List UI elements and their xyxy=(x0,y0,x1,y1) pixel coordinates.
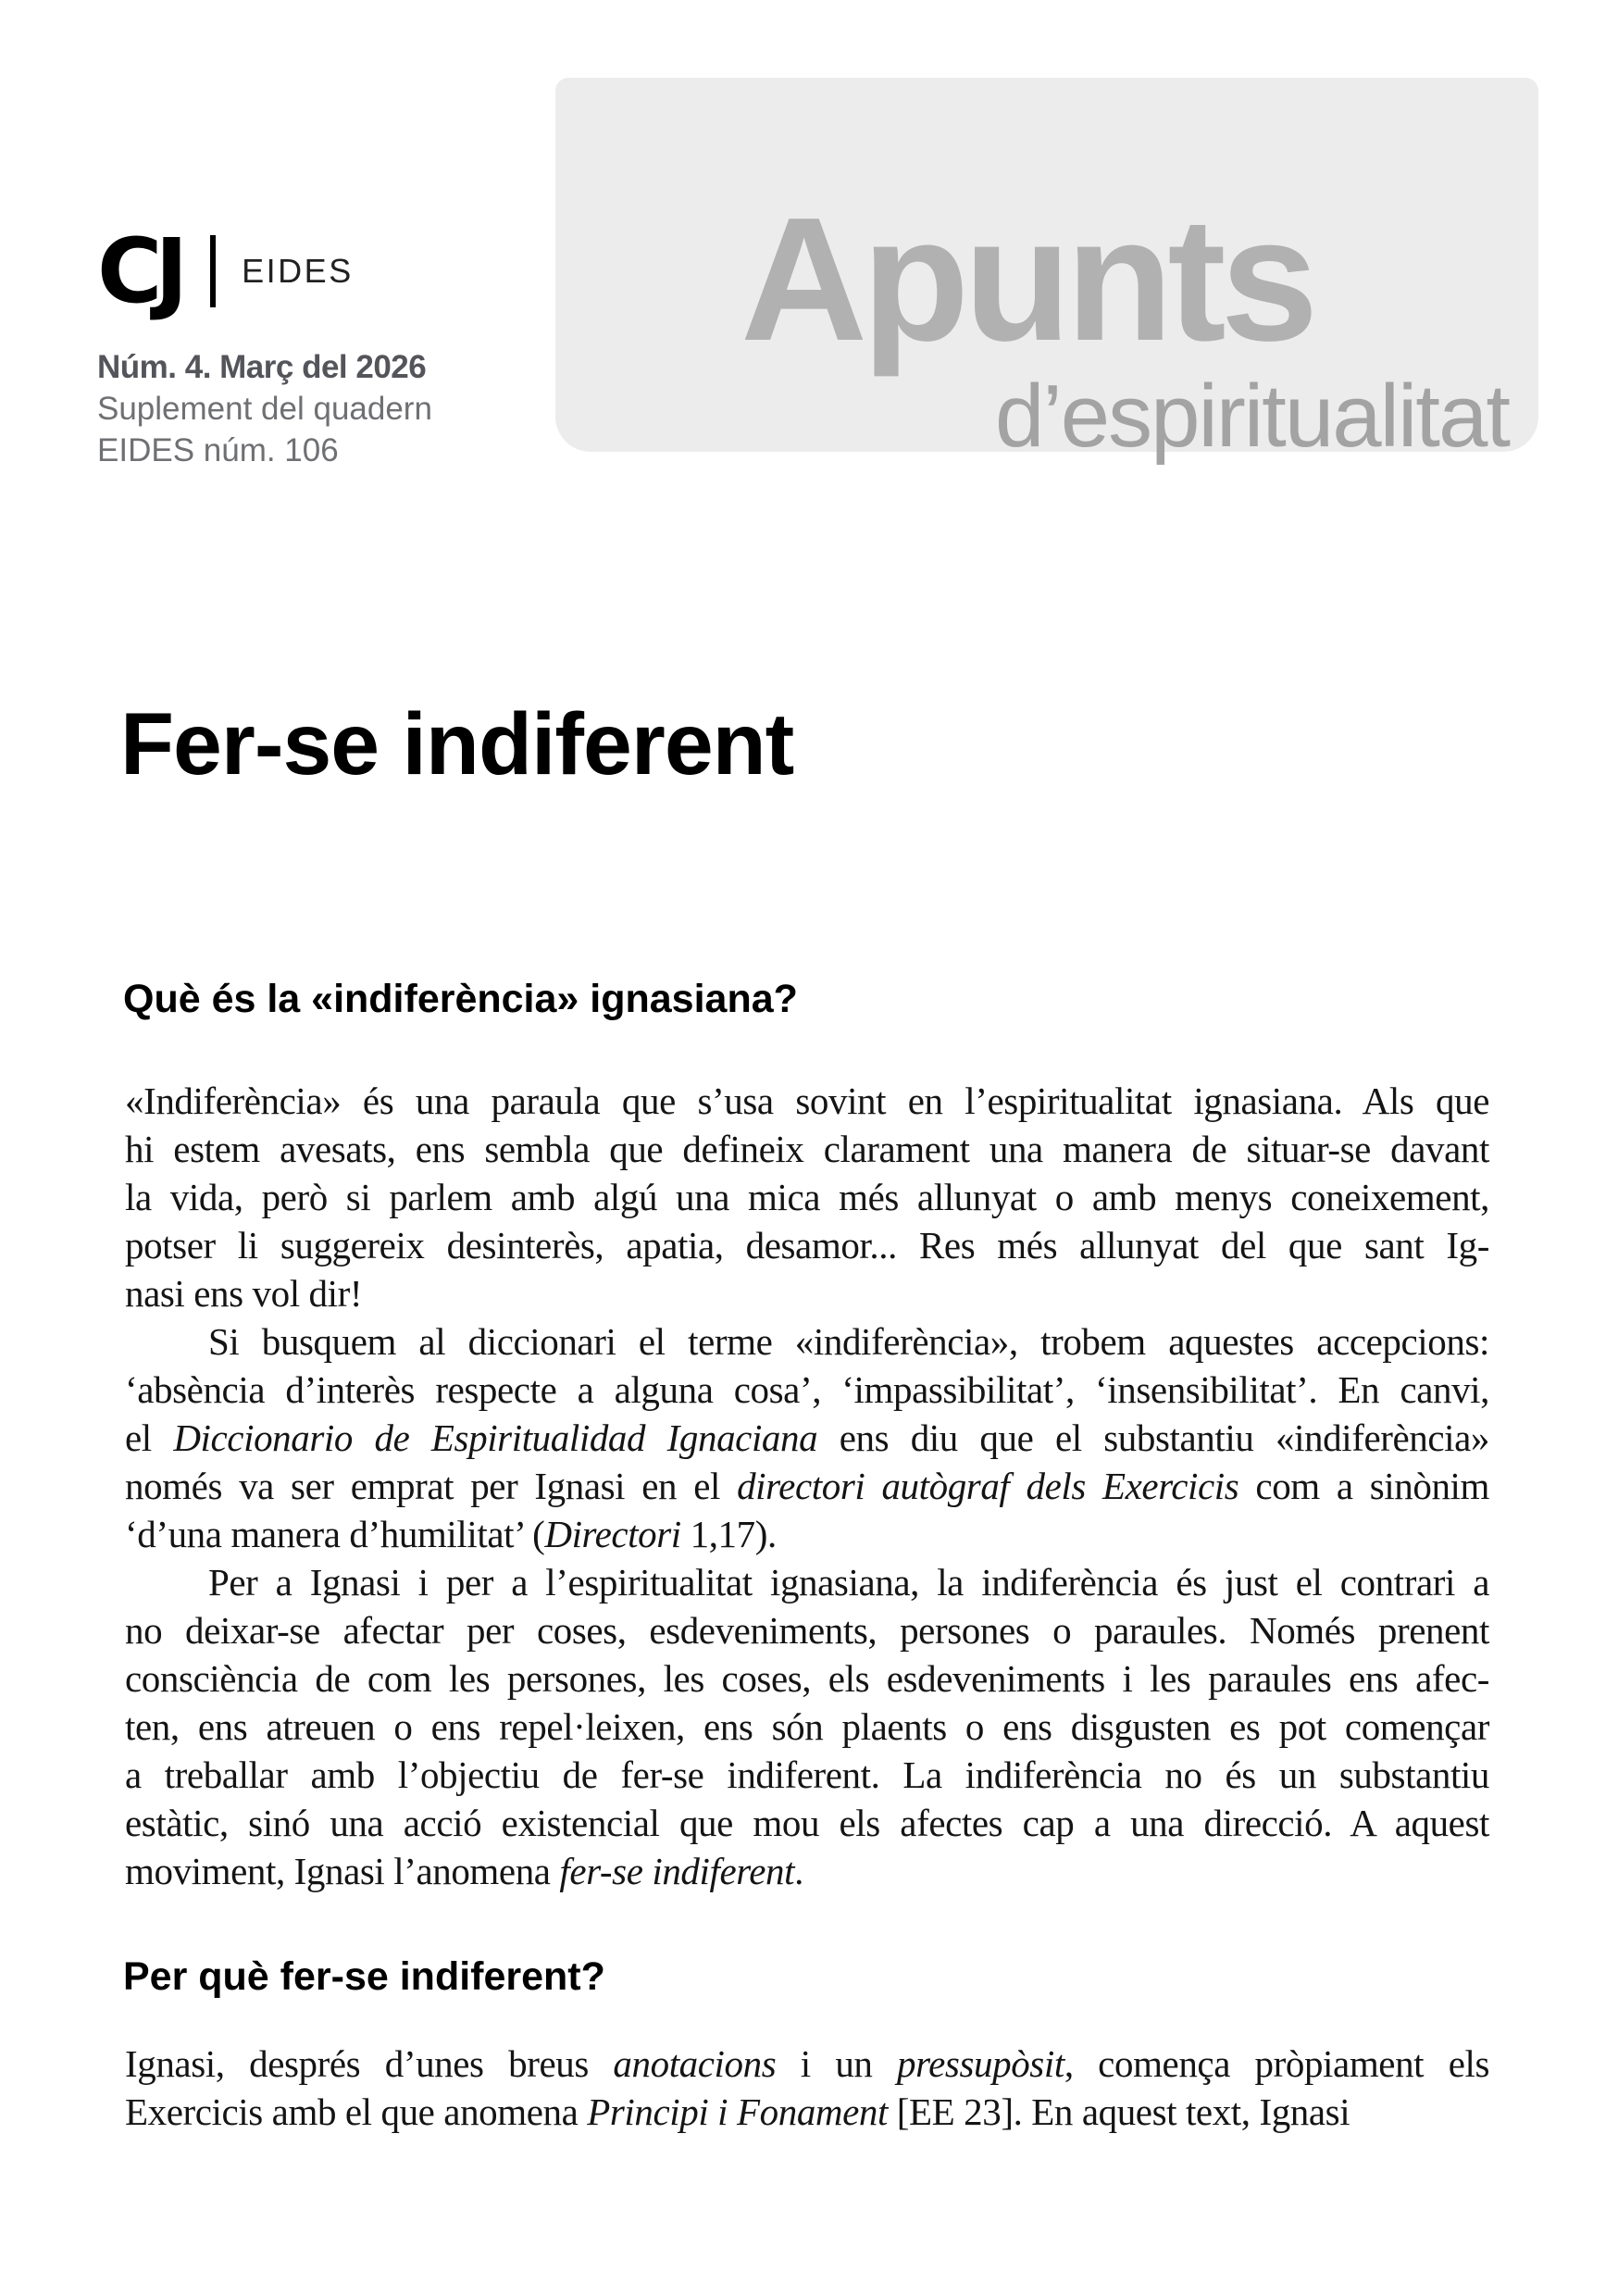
text-line: Exercicis amb el que anomena Principi i Fonament [EE 23]. En aquest text, Ignasi xyxy=(125,2090,1350,2133)
italic-text: fer-se indiferent xyxy=(559,1850,795,1892)
section-heading-2: Per què fer-se indiferent? xyxy=(123,1954,605,1999)
section-body-2 xyxy=(125,2040,1489,2136)
text-line: Per a Ignasi i per a l’espiritualitat ignasiana, la indiferència és just el contrari a xyxy=(208,1561,1489,1603)
publisher-logo xyxy=(97,219,354,323)
text-line: la vida, però si parlem amb algú una mica més allunyat o amb menys coneixement, xyxy=(125,1176,1489,1218)
masthead-box xyxy=(555,78,1538,466)
text-line: estàtic, sinó una acció existencial que mou els afectes cap a una direcció. A aquest xyxy=(125,1802,1489,1844)
text-line: ten, ens atreuen o ens repel·leixen, ens són plaents o ens disgusten es pot començar xyxy=(125,1705,1489,1748)
brand-name: EIDES xyxy=(242,252,354,290)
text-line: hi estem avesats, ens sembla que defineix clarament una manera de situar-se davant xyxy=(125,1128,1489,1170)
text-line: el Diccionario de Espiritualidad Ignaciana ens diu que el substantiu «indiferència» xyxy=(125,1416,1490,1459)
supplement-line-2: EIDES núm. 106 xyxy=(97,432,339,468)
italic-text: Directori xyxy=(544,1513,681,1555)
issue-block xyxy=(97,346,432,471)
section-body-1 xyxy=(125,1077,1489,1895)
text-line: potser li suggereix desinterès, apatia, desamor... Res més allunyat del que sant Ig- xyxy=(125,1224,1489,1267)
text-line: moviment, Ignasi l’anomena fer-se indiferent. xyxy=(125,1850,803,1892)
issue-number-line: Núm. 4. Març del 2026 xyxy=(97,349,427,385)
text-line: ‘d’una manera d’humilitat’ (Directori 1,17). xyxy=(125,1513,777,1555)
cj-logo: CJ xyxy=(97,219,181,323)
masthead-subtitle: d’espiritualitat xyxy=(995,367,1509,466)
article-title: Fer-se indiferent xyxy=(120,695,794,793)
italic-text: Diccionario de Espiritualidad Ignaciana xyxy=(173,1416,818,1459)
logo-divider xyxy=(210,235,216,307)
text-line: «Indiferència» és una paraula que s’usa sovint en l’espiritualitat ignasiana. Als que xyxy=(125,1079,1489,1122)
italic-text: pressupòsit xyxy=(897,2042,1064,2085)
text-line: només va ser emprat per Ignasi en el directori autògraf dels Exercicis com a sinònim xyxy=(125,1465,1489,1507)
text-line: nasi ens vol dir! xyxy=(125,1272,363,1315)
text-line: ‘absència d’interès respecte a alguna cosa’, ‘impassibilitat’, ‘insensibilitat’. En canvi, xyxy=(125,1368,1489,1411)
text-line: Ignasi, després d’unes breus anotacions i un pressupòsit, comença pròpiament els xyxy=(125,2042,1490,2085)
masthead-title: Apunts xyxy=(741,181,1313,378)
supplement-line-1: Suplement del quadern xyxy=(97,391,432,427)
italic-text: Principi i Fonament xyxy=(587,2090,888,2133)
text-line: Si busquem al diccionari el terme «indiferència», trobem aquestes accepcions: xyxy=(208,1320,1489,1363)
italic-text: anotacions xyxy=(613,2042,777,2085)
text-line: consciència de com les persones, les coses, els esdeveniments i les paraules ens afec- xyxy=(125,1657,1489,1700)
section-heading-1: Què és la «indiferència» ignasiana? xyxy=(123,977,798,1021)
text-line: a treballar amb l’objectiu de fer-se indiferent. La indiferència no és un substantiu xyxy=(125,1753,1489,1796)
italic-text: directori autògraf dels Exercicis xyxy=(737,1465,1239,1507)
text-line: no deixar-se afectar per coses, esdeveniments, persones o paraules. Només prenent xyxy=(125,1609,1489,1652)
